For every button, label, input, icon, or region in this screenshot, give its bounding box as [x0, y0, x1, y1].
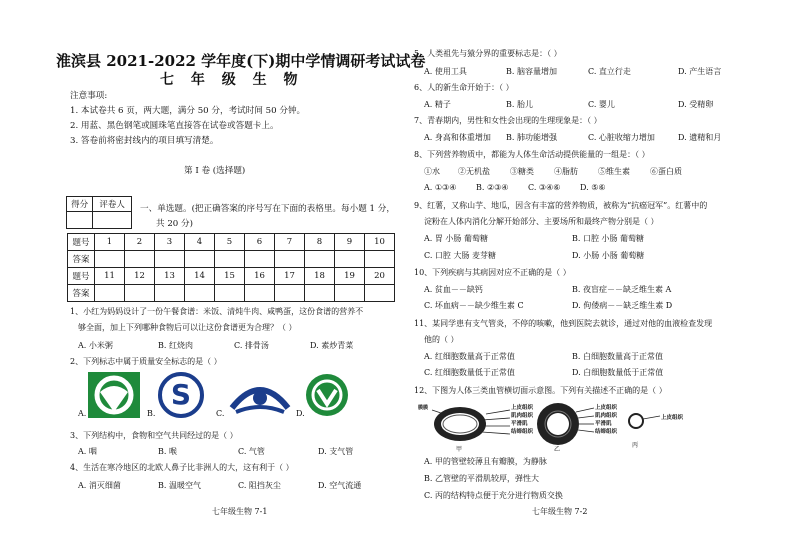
grader-cell[interactable] — [93, 212, 132, 229]
q1-option-d[interactable]: D. 素炒青菜 — [310, 341, 354, 350]
answer-cell[interactable] — [155, 285, 185, 302]
q12-option-b[interactable]: B. 乙管壁的平滑肌较厚，弹性大 — [424, 474, 539, 483]
qnum: 1 — [95, 234, 125, 251]
q8-option-a[interactable]: A. ①③④ — [424, 183, 457, 192]
q6-option-c[interactable]: C. 婴儿 — [588, 100, 615, 109]
qnum: 2 — [125, 234, 155, 251]
q5-option-b[interactable]: B. 脑容量增加 — [506, 67, 557, 76]
answer-cell[interactable] — [95, 251, 125, 268]
q8-text: 8、下列营养物质中，都能为人体生命活动提供能量的一组是：（ ） — [414, 150, 650, 159]
q9-option-c[interactable]: C. 口腔 大肠 麦芽糖 — [424, 251, 497, 260]
q7-text: 7、青春期内，男性和女性会出现的生理现象是：（ ） — [414, 116, 602, 125]
vessel-b-label: 上皮组织 — [595, 405, 618, 411]
q12-option-a[interactable]: A. 甲的管壁较薄且有瓣膜，为静脉 — [424, 457, 547, 466]
row-label: 题号 — [68, 268, 95, 285]
q4-options — [78, 480, 361, 491]
q8-item: ⑤维生素 — [598, 167, 630, 176]
answer-cell[interactable] — [125, 285, 155, 302]
q1-text: 1、小红为妈妈设计了一份午餐食谱：米饭、清炖牛肉、咸鸭蛋，这份食谱的营养不 — [70, 307, 364, 316]
q3-text: 3、下列结构中，食物和空气共同经过的是（ ） — [70, 431, 238, 440]
notice-heading: 注意事项: — [70, 91, 108, 101]
qnum: 10 — [365, 234, 395, 251]
q8-items — [424, 166, 682, 177]
page-footer-right: 七年级生物 7-2 — [532, 507, 588, 516]
qnum: 4 — [185, 234, 215, 251]
q3-options — [78, 446, 353, 457]
q8-item: ①水 — [424, 167, 440, 176]
q11-text-2: 他的（ ） — [424, 335, 459, 344]
vessel-name-c: 丙 — [632, 442, 639, 449]
q9-option-d[interactable]: D. 小肠 小肠 葡萄糖 — [572, 251, 645, 260]
qnum: 9 — [335, 234, 365, 251]
vessel-a-label: 平滑肌 — [511, 421, 528, 427]
vessel-b-label: 肌肉组织 — [595, 413, 618, 419]
part1-instruction-2: 共 20 分) — [156, 219, 193, 229]
q11-option-d[interactable]: D. 白细胞数量低于正常值 — [572, 368, 664, 377]
answer-cell[interactable] — [335, 285, 365, 302]
q6-option-d[interactable]: D. 受精卵 — [678, 100, 714, 109]
notice-2: 2. 用蓝、黑色钢笔或圆珠笔直接答在试卷或答题卡上。 — [70, 121, 279, 131]
q10-option-c[interactable]: C. 坏血病－－缺少维生素 C — [424, 301, 524, 310]
q2-option-a[interactable]: A. — [78, 409, 87, 418]
q6-options — [424, 99, 713, 110]
q7-option-a[interactable]: A. 身高和体重增加 — [424, 133, 491, 142]
q8-item: ③糖类 — [510, 167, 534, 176]
q2-text: 2、下列标志中属于质量安全标志的是（ ） — [70, 357, 222, 366]
qnum: 20 — [365, 268, 395, 285]
qnum: 5 — [215, 234, 245, 251]
row-label: 题号 — [68, 234, 95, 251]
blue-arc-logo-icon — [228, 378, 292, 418]
q8-option-c[interactable]: C. ③④⑥ — [528, 183, 561, 192]
answer-label: 答案 — [68, 251, 95, 268]
vessel-name-a: 甲 — [456, 446, 463, 453]
answer-cell[interactable] — [185, 251, 215, 268]
q11-option-b[interactable]: B. 白细胞数量高于正常值 — [572, 352, 663, 361]
exam-subtitle: 七 年 级 生 物 — [160, 72, 304, 88]
answer-cell[interactable] — [365, 285, 395, 302]
q5-option-c[interactable]: C. 直立行走 — [588, 67, 631, 76]
answer-cell[interactable] — [365, 251, 395, 268]
qnum: 13 — [155, 268, 185, 285]
q7-option-b[interactable]: B. 肺功能增强 — [506, 133, 557, 142]
section-title: 第 I 卷 (选择题) — [184, 166, 246, 176]
vessel-a-label: 上皮组织 — [511, 405, 534, 411]
notice-3: 3. 答卷前将密封线内的项目填写清楚。 — [70, 136, 219, 146]
q8-item: ④脂肪 — [554, 167, 578, 176]
q9-text: 9、红薯，又称山芋、地瓜，因含有丰富的营养物质，被称为“抗癌冠军”。红薯中的 — [414, 201, 708, 210]
qnum: 8 — [305, 234, 335, 251]
vessel-a-label-0: 膜膜 — [418, 405, 429, 411]
answer-cell[interactable] — [275, 251, 305, 268]
score-table — [66, 196, 132, 229]
q1-options — [78, 340, 398, 351]
q5-text: 5、人类祖先与猿分界的重要标志是：（ ） — [414, 49, 562, 58]
qnum: 7 — [275, 234, 305, 251]
q9-option-b[interactable]: B. 口腔 小肠 葡萄糖 — [572, 234, 645, 243]
score-label: 得分 — [67, 197, 93, 212]
q7-option-d[interactable]: D. 遗精和月 — [678, 133, 722, 142]
q8-item: ⑥蛋白质 — [650, 167, 682, 176]
q1-option-c[interactable]: C. 排骨汤 — [234, 341, 269, 350]
vessel-name-b: 乙 — [554, 446, 561, 453]
exam-title: 淮滨县 2021-2022 学年度(下)期中学情调研考试试卷 — [56, 52, 426, 70]
q3-option-d[interactable]: D. 支气管 — [318, 447, 354, 456]
q8-item: ②无机盐 — [458, 167, 490, 176]
answer-cell[interactable] — [305, 251, 335, 268]
q5-option-a[interactable]: A. 使用工具 — [424, 67, 467, 76]
q4-option-d[interactable]: D. 空气流通 — [318, 481, 362, 490]
q11-option-c[interactable]: C. 红细胞数量低于正常值 — [424, 368, 515, 377]
answer-cell[interactable] — [125, 251, 155, 268]
q9-text-2: 淀粉在人体内消化分解开始部分、主要场所和最终产物分别是（ ） — [424, 217, 659, 226]
q7-options — [424, 132, 721, 143]
answer-cell[interactable] — [305, 285, 335, 302]
vessel-b-labels — [595, 404, 617, 436]
qnum: 3 — [155, 234, 185, 251]
q8-option-d[interactable]: D. ⑤⑥ — [580, 183, 606, 192]
answer-label: 答案 — [68, 285, 95, 302]
qnum: 11 — [95, 268, 125, 285]
qnum: 17 — [275, 268, 305, 285]
vessel-b-label: 结缔组织 — [595, 429, 618, 435]
page-footer-left: 七年级生物 7-1 — [212, 507, 268, 516]
q10-option-d[interactable]: D. 佝偻病－－缺乏维生素 D — [572, 301, 673, 310]
part1-instruction: 一、单选题。(把正确答案的序号写在下面的表格里。每小题 1 分， — [140, 204, 395, 214]
q3-option-c[interactable]: C. 气管 — [238, 447, 265, 456]
vessel-c-label: 上皮组织 — [661, 415, 684, 421]
vessel-a-labels — [511, 404, 533, 436]
vessel-a-label: 肌肉组织 — [511, 413, 534, 419]
q1-option-b[interactable]: B. 红烧肉 — [158, 341, 193, 350]
answer-table — [67, 233, 395, 302]
qnum: 14 — [185, 268, 215, 285]
qnum: 12 — [125, 268, 155, 285]
green-logo-a-icon — [88, 372, 140, 418]
q6-text: 6、人的新生命开始于：（ ） — [414, 83, 514, 92]
q10-text: 10、下列疾病与其病因对应不正确的是（ ） — [414, 268, 571, 277]
q10-option-a[interactable]: A. 贫血－－缺钙 — [424, 285, 483, 294]
q9-option-a[interactable]: A. 胃 小肠 葡萄糖 — [424, 234, 488, 243]
q8-options — [424, 183, 606, 192]
q4-text: 4、生活在寒冷地区的北欧人鼻子比非洲人的大，这有利于（ ） — [70, 463, 294, 472]
qs-logo-icon — [158, 370, 204, 420]
q12-text: 12、下图为人体三类血管横切面示意图。下列有关描述不正确的是（ ） — [414, 386, 667, 395]
qnum: 19 — [335, 268, 365, 285]
answer-cell[interactable] — [245, 251, 275, 268]
answer-cell[interactable] — [215, 251, 245, 268]
grader-label: 评卷人 — [93, 197, 132, 212]
blood-vessel-diagram — [416, 400, 736, 452]
q4-option-c[interactable]: C. 阻挡灰尘 — [238, 481, 281, 490]
notice-1: 1. 本试卷共 6 页，两大题，满分 50 分，考试时间 50 分钟。 — [70, 106, 306, 116]
q1-text-2: 够全面，加上下列哪种食物后可以让这份食谱更为合理？（ ） — [78, 323, 297, 332]
q1-option-a[interactable]: A. 小米粥 — [78, 341, 113, 350]
qnum: 16 — [245, 268, 275, 285]
qnum: 18 — [305, 268, 335, 285]
q4-option-a[interactable]: A. 消灭细菌 — [78, 481, 121, 490]
answer-cell[interactable] — [335, 251, 365, 268]
answer-cell[interactable] — [185, 285, 215, 302]
answer-cell[interactable] — [275, 285, 305, 302]
vessel-b-label: 平滑肌 — [595, 421, 612, 427]
q3-option-b[interactable]: B. 喉 — [158, 447, 177, 456]
answer-cell[interactable] — [215, 285, 245, 302]
qnum: 15 — [215, 268, 245, 285]
q5-options — [424, 66, 721, 77]
q3-option-a[interactable]: A. 咽 — [78, 447, 97, 456]
q4-option-b[interactable]: B. 温暖空气 — [158, 481, 201, 490]
q2-option-d[interactable]: D. — [296, 409, 305, 418]
q8-option-b[interactable]: B. ②③④ — [476, 183, 509, 192]
q11-text: 11、某同学患有支气管炎，不停的咳嗽，他到医院去就诊，通过对他的血液检查发现 — [414, 319, 713, 328]
q5-option-d[interactable]: D. 产生语言 — [678, 67, 722, 76]
vessel-a-label: 结缔组织 — [511, 429, 534, 435]
answer-cell[interactable] — [95, 285, 125, 302]
q12-option-c[interactable]: C. 丙的结构特点便于充分进行物质交换 — [424, 491, 563, 500]
q6-option-b[interactable]: B. 胎儿 — [506, 100, 533, 109]
qnum: 6 — [245, 234, 275, 251]
green-logo-d-icon — [304, 372, 350, 418]
answer-cell[interactable] — [245, 285, 275, 302]
q2-option-b[interactable]: B. — [147, 409, 156, 418]
q2-option-c[interactable]: C. — [216, 409, 225, 418]
q10-option-b[interactable]: B. 夜盲症－－缺乏维生素 A — [572, 285, 672, 294]
q11-option-a[interactable]: A. 红细胞数量高于正常值 — [424, 352, 515, 361]
q7-option-c[interactable]: C. 心脏收缩力增加 — [588, 133, 655, 142]
svg-text:S: S — [170, 378, 192, 411]
score-cell[interactable] — [67, 212, 93, 229]
answer-cell[interactable] — [155, 251, 185, 268]
q6-option-a[interactable]: A. 精子 — [424, 100, 451, 109]
